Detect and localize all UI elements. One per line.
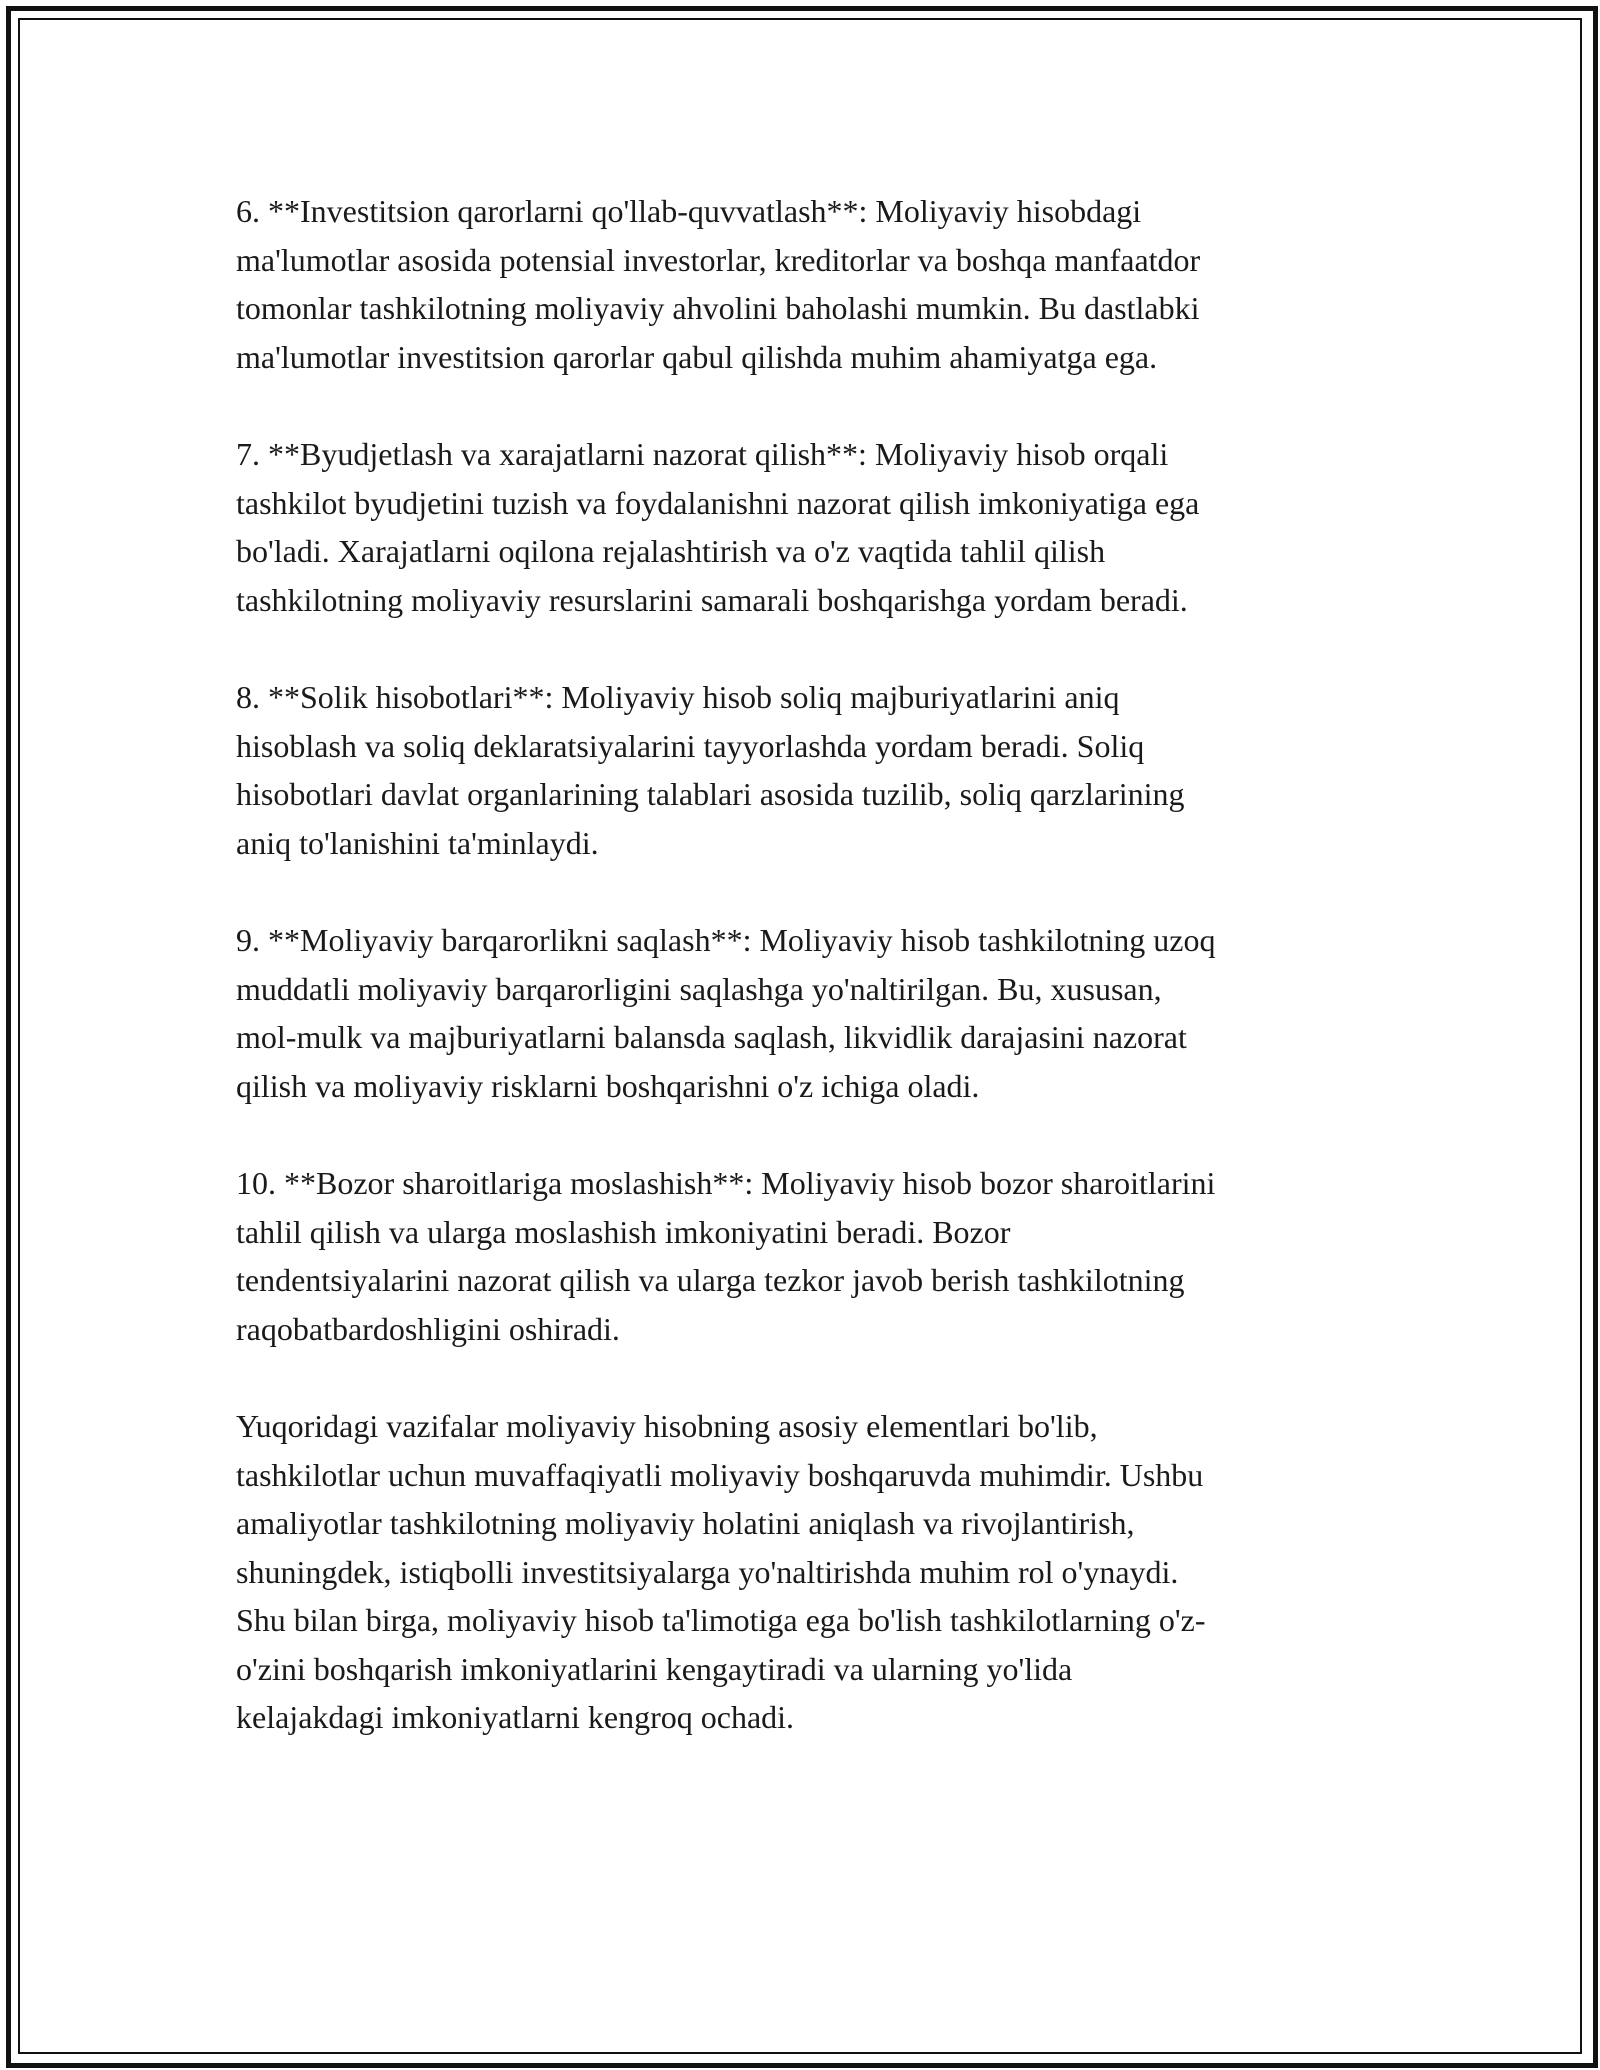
document-body — [236, 187, 1366, 1791]
paragraph-item-8: 8. **Solik hisobotlari**: Moliyaviy hisob soliq majburiyatlarini aniq hisoblash va soliq deklaratsiyalarini tayyorlashda yordam beradi. Soliq hisobotlari davlat organlarining talablari asosida tuzilib, soliq qarzlarining aniq to'lanishini ta'minlaydi. — [236, 679, 1185, 861]
paragraph-item-9: 9. **Moliyaviy barqarorlikni saqlash**: Moliyaviy hisob tashkilotning uzoq muddatli moliyaviy barqarorligini saqlashga yo'naltirilgan. Bu, xususan, mol-mulk va majburiyatlarni balansda saqlash, likvidlik darajasini nazorat qilish va moliyaviy risklarni boshqarishni o'z ichiga oladi. — [236, 922, 1216, 1104]
paragraph-conclusion: Yuqoridagi vazifalar moliyaviy hisobning asosiy elementlari bo'lib, tashkilotlar uchun muvaffaqiyatli moliyaviy boshqaruvda muhimdir. Ushbu amaliyotlar tashkilotning moliyaviy holatini aniqlash va rivojlantirish, shuningdek, istiqbolli investitsiyalarga yo'naltirishda muhim rol o'ynaydi. Shu bilan birga, moliyaviy hisob ta'limotiga ega bo'lish tashkilotlarning o'z- o'zini boshqarish imkoniyatlarini kengaytiradi va ularning yo'lida kelajakdagi imkoniyatlarni kengroq ochadi. — [236, 1408, 1206, 1735]
paragraph-item-10: 10. **Bozor sharoitlariga moslashish**: Moliyaviy hisob bozor sharoitlarini tahlil qilish va ularga moslashish imkoniyatini beradi. Bozor tendentsiyalarini nazorat qilish va ularga tezkor javob berish tashkilotning raqobatbardoshligini oshiradi. — [236, 1165, 1216, 1347]
paragraph-item-7: 7. **Byudjetlash va xarajatlarni nazorat qilish**: Moliyaviy hisob orqali tashkilot byudjetini tuzish va foydalanishni nazorat qilish imkoniyatiga ega bo'ladi. Xarajatlarni oqilona rejalashtirish va o'z vaqtida tahlil qilish tashkilotning moliyaviy resurslarini samarali boshqarishga yordam beradi. — [236, 436, 1200, 618]
paragraph-item-6: 6. **Investitsion qarorlarni qo'llab-quvvatlash**: Moliyaviy hisobdagi ma'lumotlar asosida potensial investorlar, kreditorlar va boshqa manfaatdor tomonlar tashkilotning moliyaviy ahvolini baholashi mumkin. Bu dastlabki ma'lumotlar investitsion qarorlar qabul qilishda muhim ahamiyatga ega. — [236, 193, 1201, 375]
